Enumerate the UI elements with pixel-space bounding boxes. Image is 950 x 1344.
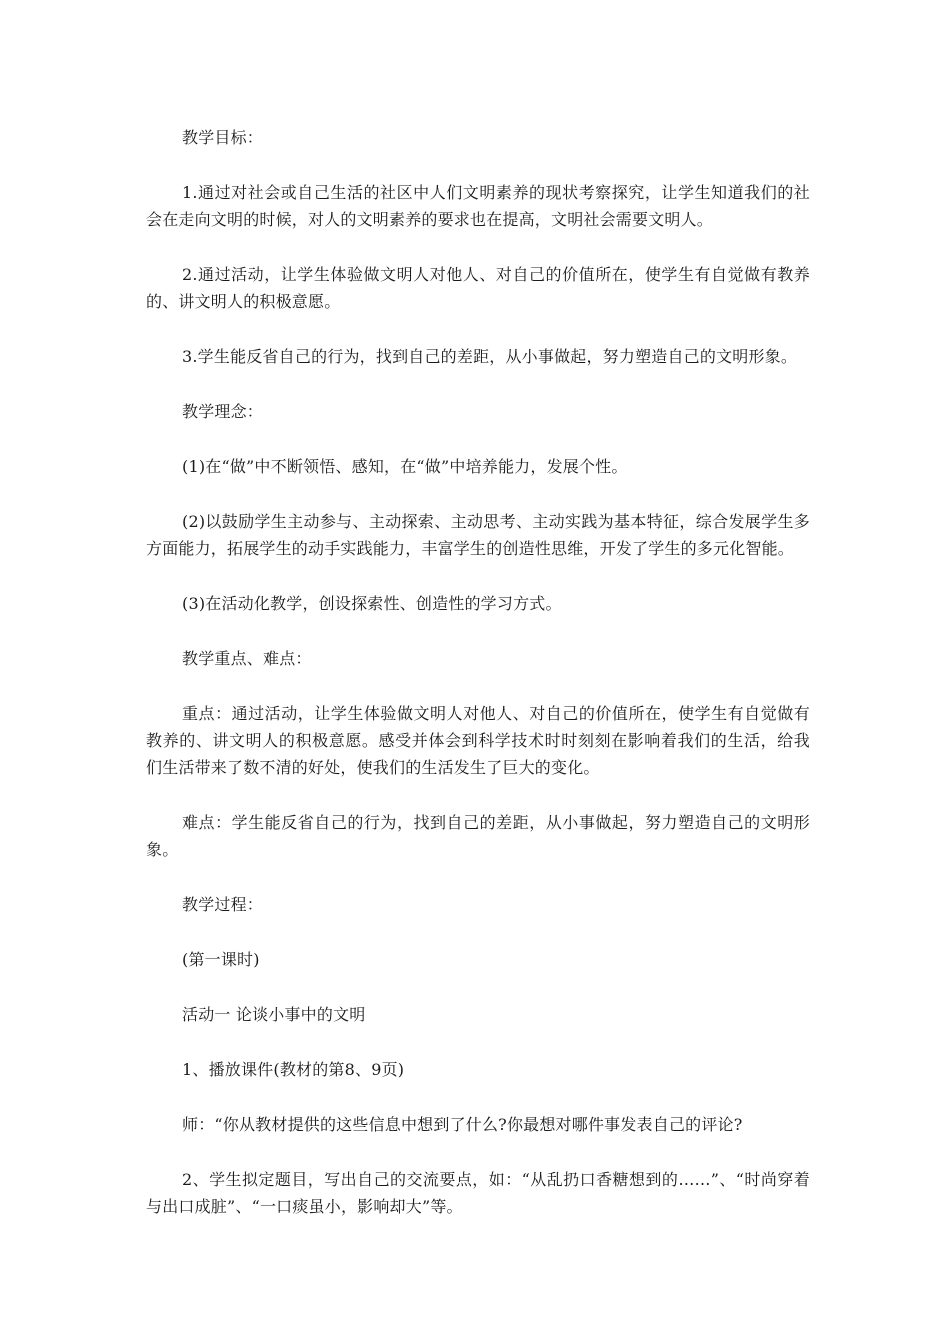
heading-teaching-goals: 教学目标： xyxy=(182,128,264,147)
activity-title: 活动一 论谈小事中的文明 xyxy=(182,1005,366,1024)
heading-teaching-process: 教学过程： xyxy=(182,895,264,914)
difficult-point-text: 难点：学生能反省自己的行为，找到自己的差距，从小事做起，努力塑造自己的文明形象。 xyxy=(146,813,810,859)
goal-item-1: 1.通过对社会或自己生活的社区中人们文明素养的现状考察探究，让学生知道我们的社会在走向文明的时候，对人的文明素养的要求也在提高，文明社会需要文明人。 xyxy=(146,183,810,229)
key-point-text: 重点：通过活动，让学生体验做文明人对他人、对自己的价值所在，使学生有自觉做有教养的、讲文明人的积极意愿。感受并体会到科学技术时时刻刻在影响着我们的生活，给我们生活带来了数不清的好处，使我们的生活发生了巨大的变化。 xyxy=(146,704,810,777)
step-2: 2、学生拟定题目，写出自己的交流要点，如：“从乱扔口香糖想到的……”、“时尚穿着与出口成脏”、“一口痰虽小，影响却大”等。 xyxy=(146,1170,810,1216)
step-1: 1、播放课件(教材的第8、9页) xyxy=(182,1060,405,1079)
philosophy-item-2: (2)以鼓励学生主动参与、主动探索、主动思考、主动实践为基本特征，综合发展学生多方面能力，拓展学生的动手实践能力，丰富学生的创造性思维，开发了学生的多元化智能。 xyxy=(146,512,810,558)
heading-teaching-philosophy: 教学理念： xyxy=(182,402,264,421)
document-page xyxy=(146,124,810,1248)
philosophy-item-1: (1)在“做”中不断领悟、感知，在“做”中培养能力，发展个性。 xyxy=(182,457,628,476)
goal-item-3: 3.学生能反省自己的行为，找到自己的差距，从小事做起，努力塑造自己的文明形象。 xyxy=(182,347,798,366)
goal-item-2: 2.通过活动，让学生体验做文明人对他人、对自己的价值所在，使学生有自觉做有教养的、讲文明人的积极意愿。 xyxy=(146,265,810,311)
heading-key-points: 教学重点、难点： xyxy=(182,649,312,668)
philosophy-item-3: (3)在活动化教学，创设探索性、创造性的学习方式。 xyxy=(182,594,562,613)
teacher-prompt: 师：“你从教材提供的这些信息中想到了什么?你最想对哪件事发表自己的评论? xyxy=(182,1115,743,1134)
lesson-label: (第一课时) xyxy=(182,950,260,969)
